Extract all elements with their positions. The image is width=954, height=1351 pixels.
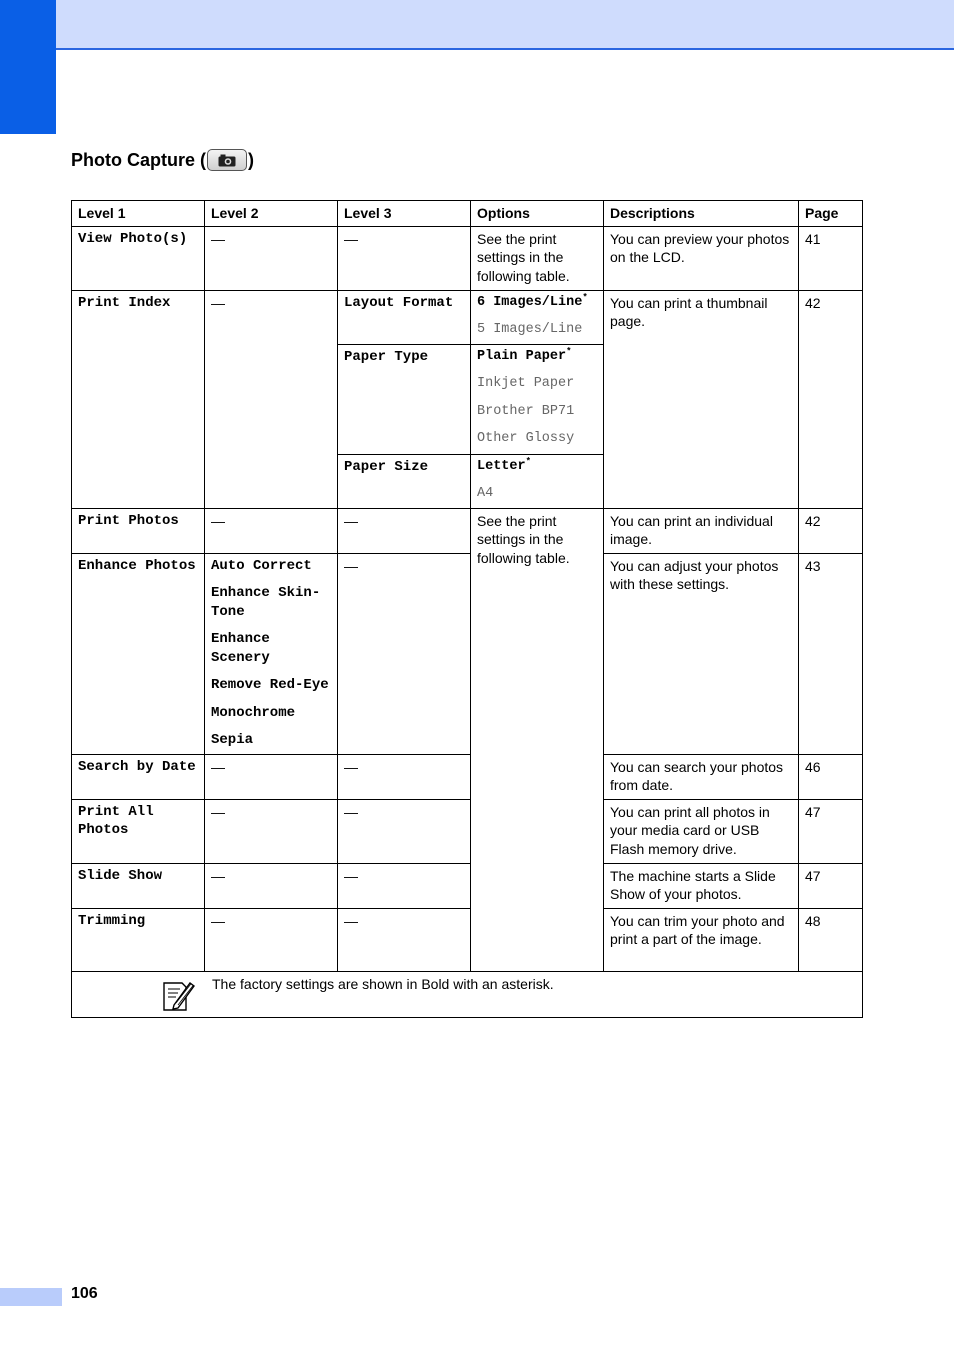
options-cell — [471, 454, 604, 508]
option: Inkjet Paper — [477, 376, 575, 391]
level1-cell: Print All Photos — [72, 799, 205, 863]
level2-cell — [205, 553, 338, 754]
option: 5 Images/Line — [477, 322, 583, 337]
level3-cell: Paper Size — [338, 454, 471, 508]
page-cell: 47 — [799, 799, 863, 863]
level1-cell: Slide Show — [72, 863, 205, 908]
page-cell: 42 — [799, 508, 863, 553]
level2-item: Enhance Scenery — [211, 631, 270, 666]
description-cell: You can search your photos from date. — [604, 754, 799, 799]
photo-capture-button — [207, 149, 247, 171]
level2-item: Remove Red-Eye — [211, 677, 329, 693]
description-cell: The machine starts a Slide Show of your photos. — [604, 863, 799, 908]
memo-pencil-icon — [160, 977, 196, 1013]
level2-item: Sepia — [211, 732, 254, 748]
level1-cell: Print Photos — [72, 508, 205, 553]
level3-cell: — — [338, 908, 471, 971]
footer-band — [0, 1288, 62, 1306]
note-row — [72, 971, 863, 1017]
level3-cell: — — [338, 226, 471, 290]
option: Other Glossy — [477, 431, 575, 446]
page-cell: 42 — [799, 290, 863, 508]
level3-cell: Layout Format — [338, 290, 471, 344]
level2-cell: — — [205, 799, 338, 863]
table-row — [72, 290, 863, 344]
level1-cell: View Photo(s) — [72, 226, 205, 290]
description-cell: You can print a thumbnail page. — [604, 290, 799, 508]
note-text: The factory settings are shown in Bold with an asterisk. — [212, 975, 554, 992]
level2-cell: — — [205, 754, 338, 799]
table-row — [72, 799, 863, 863]
options-cell: See the print settings in the following table. — [471, 508, 604, 971]
chapter-tab — [0, 0, 56, 134]
level1-cell: Search by Date — [72, 754, 205, 799]
option-default: 6 Images/Line* — [477, 292, 588, 310]
table-row — [72, 908, 863, 971]
level2-cell: — — [205, 508, 338, 553]
page-title — [71, 149, 254, 171]
table-row — [72, 508, 863, 553]
option: A4 — [477, 486, 494, 501]
column-header: Options — [471, 201, 604, 227]
level2-cell: — — [205, 290, 338, 508]
page-number: 106 — [71, 1285, 98, 1302]
option-default: Plain Paper* — [477, 346, 572, 364]
column-header: Page — [799, 201, 863, 227]
options-cell: See the print settings in the following table. — [471, 226, 604, 290]
table-row — [72, 226, 863, 290]
camera-icon — [218, 154, 236, 167]
column-header: Level 2 — [205, 201, 338, 227]
level1-cell: Print Index — [72, 290, 205, 508]
option-default: Letter* — [477, 456, 532, 474]
table-row — [72, 863, 863, 908]
table-row — [72, 754, 863, 799]
header-band — [0, 0, 954, 49]
level3-cell: — — [338, 754, 471, 799]
level2-cell: — — [205, 226, 338, 290]
page-cell: 43 — [799, 553, 863, 754]
column-header: Level 1 — [72, 201, 205, 227]
page-cell: 46 — [799, 754, 863, 799]
header-rule — [56, 48, 954, 50]
description-cell: You can trim your photo and print a part of the image. — [604, 908, 799, 971]
table-header-row — [72, 201, 863, 227]
level2-item: Monochrome — [211, 704, 296, 721]
table-row — [72, 553, 863, 754]
option: Brother BP71 — [477, 403, 575, 419]
level3-cell: — — [338, 863, 471, 908]
level1-cell: Trimming — [72, 908, 205, 971]
level2-cell: — — [205, 908, 338, 971]
page-cell: 47 — [799, 863, 863, 908]
note-cell — [72, 971, 863, 1017]
column-header: Level 3 — [338, 201, 471, 227]
level1-cell: Enhance Photos — [72, 553, 205, 754]
level3-cell: — — [338, 553, 471, 754]
page-title-text: Photo Capture ( — [71, 149, 206, 170]
level3-cell: Paper Type — [338, 344, 471, 454]
options-cell — [471, 344, 604, 454]
photo-capture-table — [71, 200, 863, 1018]
description-cell: You can adjust your photos with these settings. — [604, 553, 799, 754]
level2-item: Auto Correct — [211, 557, 312, 574]
page-cell: 48 — [799, 908, 863, 971]
description-cell: You can print all photos in your media card or USB Flash memory drive. — [604, 799, 799, 863]
description-cell: You can print an individual image. — [604, 508, 799, 553]
level3-cell: — — [338, 508, 471, 553]
page-title-close: ) — [248, 149, 254, 170]
page-cell: 41 — [799, 226, 863, 290]
options-cell — [471, 290, 604, 344]
description-cell: You can preview your photos on the LCD. — [604, 226, 799, 290]
column-header: Descriptions — [604, 201, 799, 227]
level3-cell: — — [338, 799, 471, 863]
level2-cell: — — [205, 863, 338, 908]
level2-item: Enhance Skin-Tone — [211, 585, 321, 620]
